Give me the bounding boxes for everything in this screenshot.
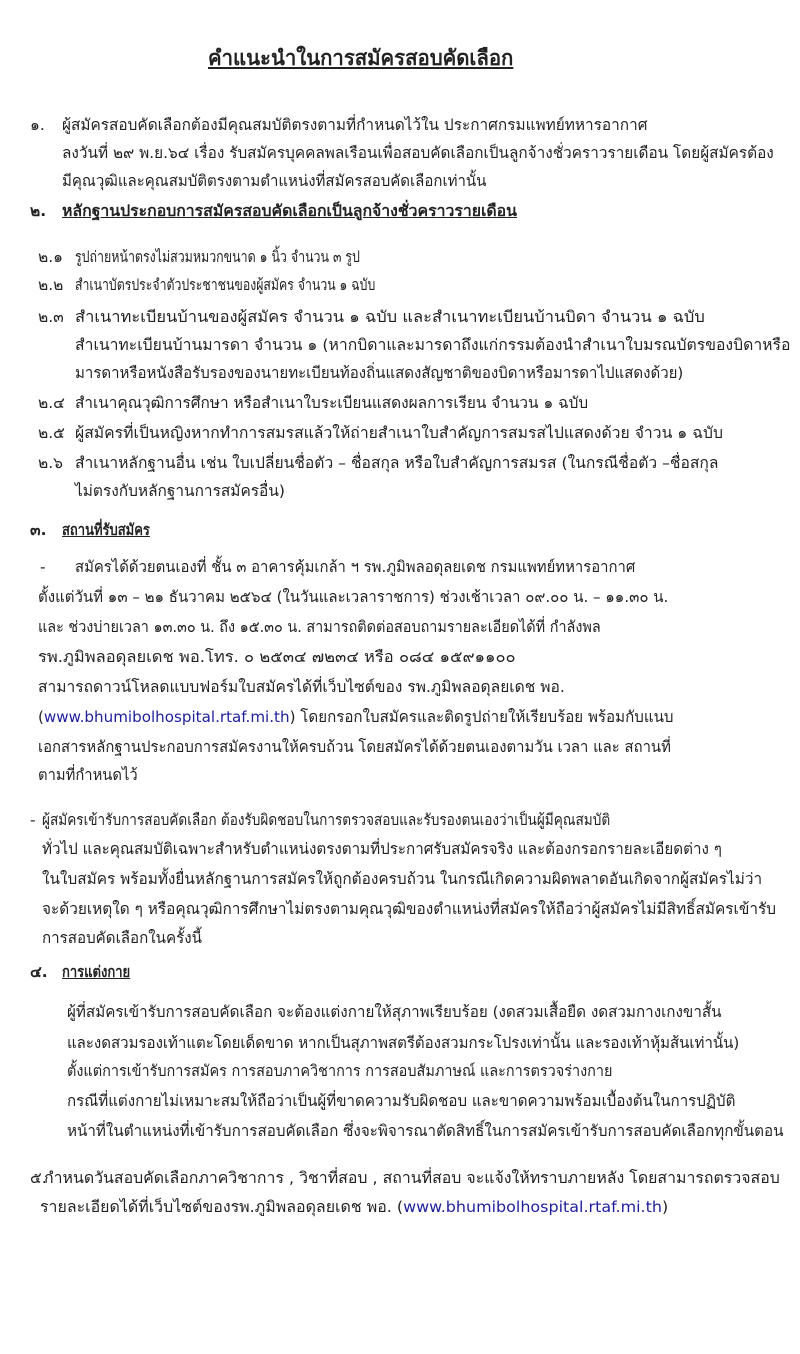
item-2-6-text: สำเนาหลักฐานอื่น เช่น ใบเปลี่ยนชื่อตัว – ชื่อสกุล หรือใบสำคัญการสมรส (ในกรณีชื่อตัว –ชื่อสกุล <box>75 454 719 472</box>
section-1-line: ผู้สมัครสอบคัดเลือกต้องมีคุณสมบัติตรงตามที่กำหนดไว้ใน ประกาศกรมแพทย์ทหารอากาศ <box>62 116 648 134</box>
item-2-3-text: สำเนาทะเบียนบ้านของผู้สมัคร จำนวน ๑ ฉบับ และสำเนาทะเบียนบ้านบิดา จำนวน ๑ ฉบับ <box>75 308 705 326</box>
item-2-1-text: รูปถ่ายหน้าตรงไม่สวมหมวกขนาด ๑ นิ้ว จำนวน ๓ รูป <box>75 248 360 266</box>
section-3-line: ตามที่กำหนดไว้ <box>38 766 138 784</box>
section-3-line: ตั้งแต่วันที่ ๑๓ – ๒๑ ธันวาคม ๒๕๖๔ (ในวันและเวลาราชการ) ช่วงเช้าเวลา ๐๙.๐๐ น. – ๑๑.๓๐ น. <box>38 588 669 606</box>
section-3-heading: สถานที่รับสมัคร <box>62 521 150 539</box>
website-link[interactable]: www.bhumibolhospital.rtaf.mi.th <box>403 1198 662 1216</box>
link-line-suffix: ) <box>661 1198 669 1216</box>
section-5-link-line <box>40 1197 668 1217</box>
item-2-5-text: ผู้สมัครที่เป็นหญิงหากทำการสมรสแล้วให้ถ่ายสำเนาใบสำคัญการสมรสไปแสดงด้วย จำวน ๑ ฉบับ <box>75 424 723 442</box>
section-4-line: กรณีที่แต่งกายไม่เหมาะสมให้ถือว่าเป็นผู้ที่ขาดความรับผิดชอบ และขาดความพร้อมเบื้องต้นในการปฏิบัติ <box>67 1092 736 1110</box>
item-2-3-text: สำเนาทะเบียนบ้านมารดา จำนวน ๑ (หากบิดาและมารดาถึงแก่กรรมต้องนำสำเนาใบมรณบัตรของบิดาหรือ <box>75 336 791 354</box>
phone-line: รพ.ภูมิพลอดุลยเดช พอ.โทร. ๐ ๒๕๓๔ ๗๒๓๔ หรือ ๐๘๔ ๑๕๙๑๑๐๐ <box>38 648 516 666</box>
item-2-2-number: ๒.๒ <box>38 276 64 294</box>
section-3-line: ผู้สมัครเข้ารับการสอบคัดเลือก ต้องรับผิดชอบในการตรวจสอบและรับรองตนเองว่าเป็นผู้มีคุณสมบัติ <box>42 811 611 829</box>
section-3-line: เอกสารหลักฐานประกอบการสมัครงานให้ครบถ้วน โดยสมัครได้ด้วยตนเองตามวัน เวลา และ สถานที่ <box>38 738 671 756</box>
section-1-line: ลงวันที่ ๒๙ พ.ย.๖๔ เรื่อง รับสมัครบุคคลพลเรือนเพื่อสอบคัดเลือกเป็นลูกจ้างชั่วคราวรายเดือน โดยผู้สมัครต้อง <box>62 144 774 162</box>
section-5-line: กำหนดวันสอบคัดเลือกภาควิชาการ , วิชาที่สอบ , สถานที่สอบ จะแจ้งให้ทราบภายหลัง โดยสามารถตรวจสอบ <box>44 1169 780 1187</box>
section-4-line: ผู้ที่สมัครเข้ารับการสอบคัดเลือก จะต้องแต่งกายให้สุภาพเรียบร้อย (งดสวมเสื้อยืด งดสวมกางเกงขาสั้น <box>67 1003 722 1021</box>
link-line-rest: ) โดยกรอกใบสมัครและติดรูปถ่ายให้เรียบร้อย พร้อมกับแนบ <box>289 708 674 726</box>
section-3-line: จะด้วยเหตุใด ๆ หรือคุณวุฒิการศึกษาไม่ตรงตามคุณวุฒิของตำแหน่งที่สมัครให้ถือว่าผู้สมัครไม่มีสิทธิ์สมัครเข้ารับ <box>42 900 776 918</box>
item-2-1-number: ๒.๑ <box>38 248 63 266</box>
item-2-3-text: มารดาหรือหนังสือรับรองของนายทะเบียนท้องถิ่นแสดงสัญชาติของบิดาหรือมารดาไปแสดงด้วย) <box>75 364 684 382</box>
item-2-3-number: ๒.๓ <box>38 308 64 326</box>
section-3-line: และ ช่วงบ่ายเวลา ๑๓.๓๐ น. ถึง ๑๕.๓๐ น. สามารถติดต่อสอบถามรายละเอียดได้ที่ กำลังพล <box>38 618 601 636</box>
item-2-5-number: ๒.๕ <box>38 424 65 442</box>
section-4-line: และงดสวมรองเท้าแตะโดยเด็ดขาด หากเป็นสุภาพสตรีต้องสวมกระโปรงเท่านั้น และรองเท้าหุ้มส้นเท่านั้น) <box>67 1034 740 1052</box>
section-4-line: หน้าที่ในตำแหน่งที่เข้ารับการสอบคัดเลือก ซึ่งจะพิจารณาตัดสิทธิ์ในการสมัครเข้ารับการสอบคัดเลือกทุกขั้นตอน <box>67 1122 784 1140</box>
item-2-6-text: ไม่ตรงกับหลักฐานการสมัครอื่น) <box>75 482 285 500</box>
item-2-6-number: ๒.๖ <box>38 454 63 472</box>
section-5-number: ๕. <box>30 1169 47 1187</box>
section-4-number: ๔. <box>30 963 48 981</box>
item-2-2-text: สำเนาบัตรประจำตัวประชาชนของผู้สมัคร จำนวน ๑ ฉบับ <box>75 276 376 294</box>
section-3-line: สมัครได้ด้วยตนเองที่ ชั้น ๓ อาคารคุ้มเกล้า ฯ รพ.ภูมิพลอดุลยเดช กรมแพทย์ทหารอากาศ <box>75 558 636 576</box>
section-1-number: ๑. <box>30 116 45 134</box>
section-2-number: ๒. <box>30 202 47 220</box>
website-link[interactable]: www.bhumibolhospital.rtaf.mi.th <box>43 708 290 726</box>
section-4-heading: การแต่งกาย <box>62 963 131 981</box>
section-3-link-line <box>38 707 674 727</box>
paren-open: ( <box>38 708 44 726</box>
item-2-4-number: ๒.๔ <box>38 394 65 412</box>
link-line-prefix: รายละเอียดได้ที่เว็บไซต์ของรพ.ภูมิพลอดุลยเดช พอ. ( <box>40 1198 404 1216</box>
bullet: - <box>40 558 46 576</box>
item-2-4-text: สำเนาคุณวุฒิการศึกษา หรือสำเนาใบระเบียนแสดงผลการเรียน จำนวน ๑ ฉบับ <box>75 394 589 412</box>
page-title: คำแนะนำในการสมัครสอบคัดเลือก <box>208 46 514 70</box>
section-3-number: ๓. <box>30 521 47 539</box>
section-3-line: การสอบคัดเลือกในครั้งนี้ <box>42 929 202 947</box>
section-1-line: มีคุณวุฒิและคุณสมบัติตรงตามตำแหน่งที่สมัครสอบคัดเลือกเท่านั้น <box>62 172 487 190</box>
bullet: - <box>30 811 36 829</box>
section-2-heading: หลักฐานประกอบการสมัครสอบคัดเลือกเป็นลูกจ้างชั่วคราวรายเดือน <box>62 202 517 220</box>
section-4-line: ตั้งแต่การเข้ารับการสมัคร การสอบภาควิชาการ การสอบสัมภาษณ์ และการตรวจร่างกาย <box>67 1062 613 1080</box>
section-3-line: ทั่วไป และคุณสมบัติเฉพาะสำหรับตำแหน่งตรงตามที่ประกาศรับสมัครจริง และต้องกรอกรายละเอียดต่าง ๆ <box>42 840 722 858</box>
section-3-line: สามารถดาวน์โหลดแบบฟอร์มใบสมัครได้ที่เว็บไซต์ของ รพ.ภูมิพลอดุลยเดช พอ. <box>38 678 565 696</box>
section-3-line: ในใบสมัคร พร้อมทั้งยื่นหลักฐานการสมัครให้ถูกต้องครบถ้วน ในกรณีเกิดความผิดพลาดอันเกิดจากผู้สมัครไม่ว่า <box>42 870 763 888</box>
